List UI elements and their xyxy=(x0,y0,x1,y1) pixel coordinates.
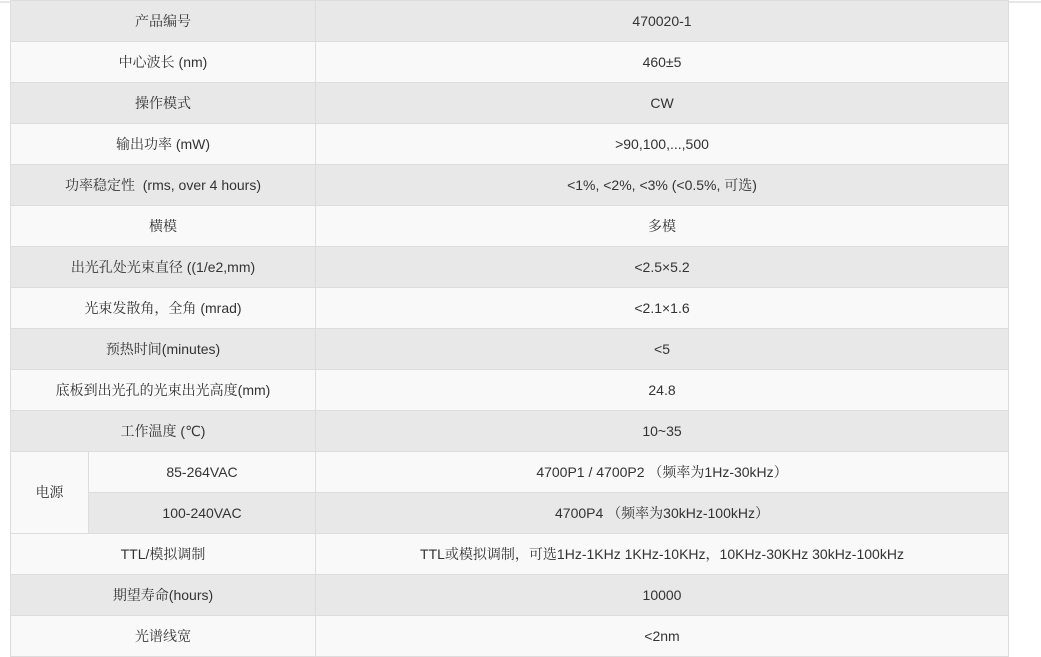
spec-label-cell: TTL/模拟调制 xyxy=(11,534,316,575)
power-sub-label-cell: 100-240VAC xyxy=(89,493,316,534)
spec-label-cell: 光束发散角，全角 (mrad) xyxy=(11,288,316,329)
table-row-power xyxy=(11,452,1009,493)
spec-value-cell: <1%, <2%, <3% (<0.5%, 可选) xyxy=(316,165,1009,206)
table-row xyxy=(11,206,1009,247)
spec-label-cell: 底板到出光孔的光束出光高度(mm) xyxy=(11,370,316,411)
spec-value-cell: 10~35 xyxy=(316,411,1009,452)
spec-table xyxy=(10,0,1009,657)
spec-label-cell: 操作模式 xyxy=(11,83,316,124)
spec-value-cell: <2.5×5.2 xyxy=(316,247,1009,288)
spec-value-cell: <2.1×1.6 xyxy=(316,288,1009,329)
table-row-power xyxy=(11,493,1009,534)
table-row xyxy=(11,329,1009,370)
spec-value-cell: 多模 xyxy=(316,206,1009,247)
spec-label-cell: 预热时间(minutes) xyxy=(11,329,316,370)
table-row xyxy=(11,370,1009,411)
spec-label-cell: 期望寿命(hours) xyxy=(11,575,316,616)
spec-value-cell: <5 xyxy=(316,329,1009,370)
spec-label-cell: 功率稳定性 (rms, over 4 hours) xyxy=(11,165,316,206)
table-row xyxy=(11,616,1009,657)
power-group-cell: 电源 xyxy=(11,452,89,534)
table-row xyxy=(11,288,1009,329)
spec-value-cell: >90,100,...,500 xyxy=(316,124,1009,165)
table-row xyxy=(11,165,1009,206)
power-value-cell: 4700P1 / 4700P2 （频率为1Hz-30kHz） xyxy=(316,452,1009,493)
spec-label-cell: 横模 xyxy=(11,206,316,247)
table-row xyxy=(11,42,1009,83)
table-row xyxy=(11,124,1009,165)
spec-label-cell: 产品编号 xyxy=(11,1,316,42)
spec-value-cell: <2nm xyxy=(316,616,1009,657)
power-value-cell: 4700P4 （频率为30kHz-100kHz） xyxy=(316,493,1009,534)
table-row xyxy=(11,83,1009,124)
spec-label-cell: 中心波长 (nm) xyxy=(11,42,316,83)
spec-label-cell: 光谱线宽 xyxy=(11,616,316,657)
spec-value-cell: 470020-1 xyxy=(316,1,1009,42)
table-row xyxy=(11,411,1009,452)
power-sub-label-cell: 85-264VAC xyxy=(89,452,316,493)
spec-value-cell: TTL或模拟调制，可选1Hz-1KHz 1KHz-10KHz，10KHz-30KHz 30kHz-100kHz xyxy=(316,534,1009,575)
table-row xyxy=(11,1,1009,42)
table-row xyxy=(11,247,1009,288)
spec-label-cell: 工作温度 (℃) xyxy=(11,411,316,452)
spec-label-cell: 输出功率 (mW) xyxy=(11,124,316,165)
table-row xyxy=(11,534,1009,575)
spec-value-cell: 24.8 xyxy=(316,370,1009,411)
spec-value-cell: 10000 xyxy=(316,575,1009,616)
spec-value-cell: CW xyxy=(316,83,1009,124)
spec-value-cell: 460±5 xyxy=(316,42,1009,83)
spec-label-cell: 出光孔处光束直径 ((1/e2,mm) xyxy=(11,247,316,288)
table-row xyxy=(11,575,1009,616)
